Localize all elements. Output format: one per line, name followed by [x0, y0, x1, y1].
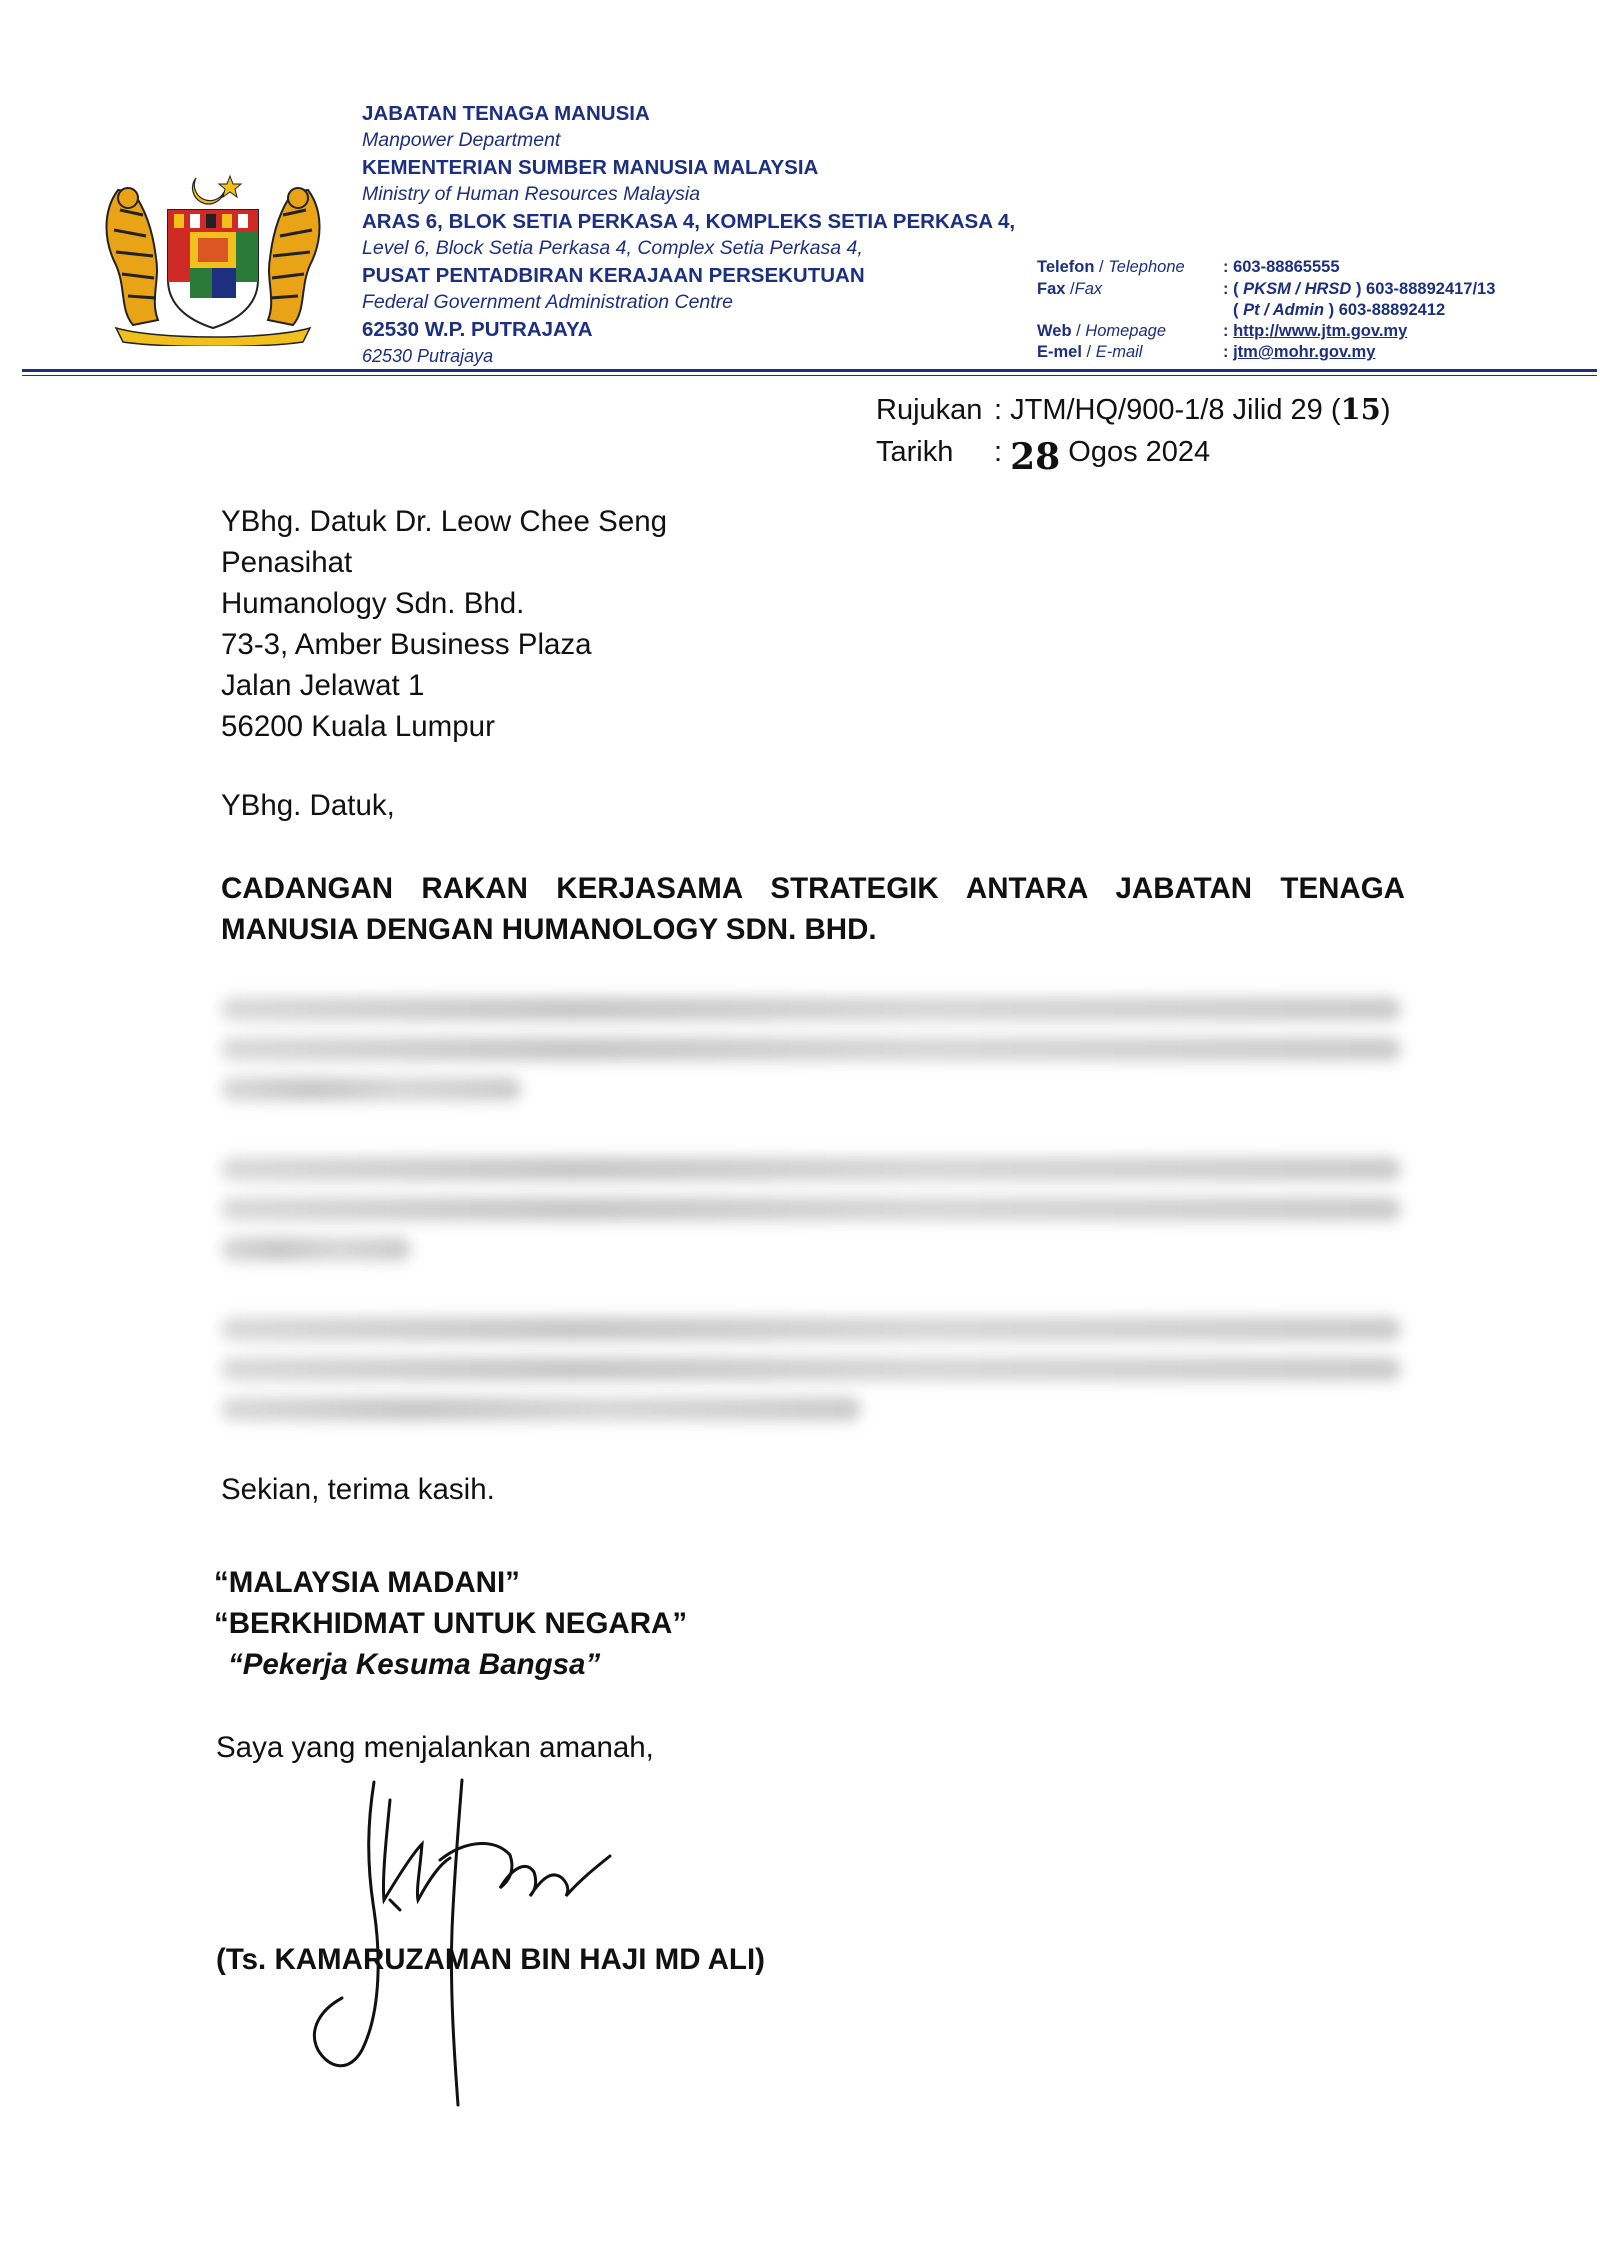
email-link[interactable]: jtm@mohr.gov.my: [1233, 343, 1376, 361]
recipient-line: 73-3, Amber Business Plaza: [221, 628, 592, 661]
malaysia-coat-of-arms-icon: [98, 170, 328, 346]
reference-line: Rujukan : JTM/HQ/900-1/8 Jilid 29 (15): [876, 392, 1391, 426]
fax-label-en: Fax: [1074, 280, 1103, 298]
motto-malaysia-madani: “MALAYSIA MADANI”: [214, 1566, 520, 1599]
website-link[interactable]: http://www.jtm.gov.my: [1233, 322, 1408, 340]
recipient-line: Penasihat: [221, 546, 353, 579]
date-value: Ogos 2024: [1068, 436, 1211, 468]
address-line-2: PUSAT PENTADBIRAN KERAJAAN PERSEKUTUAN: [362, 264, 865, 287]
motto-block: [214, 1562, 687, 1685]
ministry-name: KEMENTERIAN SUMBER MANUSIA MALAYSIA: [362, 156, 819, 179]
recipient-line: YBhg. Datuk Dr. Leow Chee Seng: [221, 505, 668, 538]
ministry-name-en: Ministry of Human Resources Malaysia: [362, 183, 701, 205]
recipient-address: [221, 501, 667, 747]
closing-text: Sekian, terima kasih.: [221, 1473, 495, 1506]
email-label-en: E-mail: [1095, 343, 1143, 361]
fax-unit-1: PKSM / HRSD: [1243, 280, 1352, 298]
date-handwritten-day: 28: [1010, 436, 1061, 478]
city-line: 62530 W.P. PUTRAJAYA: [362, 318, 593, 341]
date-line: Tarikh : 28 Ogos 2024: [876, 436, 1211, 478]
redacted-line: [221, 997, 1401, 1021]
recipient-line: 56200 Kuala Lumpur: [221, 710, 495, 743]
letterhead: [362, 100, 1015, 370]
redacted-line: [221, 1357, 1401, 1381]
department-name: JABATAN TENAGA MANUSIA: [362, 102, 650, 125]
redacted-line: [221, 1157, 1401, 1181]
email-label: E-mel: [1037, 343, 1082, 361]
city-line-en: 62530 Putrajaya: [362, 346, 494, 366]
recipient-line: Humanology Sdn. Bhd.: [221, 587, 525, 620]
redacted-line: [221, 1077, 521, 1101]
telephone-label: Telefon: [1037, 258, 1095, 276]
motto-pekerja: “Pekerja Kesuma Bangsa”: [228, 1648, 601, 1681]
fax-value-2: ) 603-88892412: [1328, 301, 1446, 319]
reference-value: : JTM/HQ/900-1/8 Jilid 29 (: [994, 394, 1341, 426]
letter-subject: CADANGAN RAKAN KERJASAMA STRATEGIK ANTARA JABATAN TENAGA MANUSIA DENGAN HUMANOLOGY SDN. BHD.: [221, 872, 1405, 946]
fax-value-1: ) 603-88892417/13: [1355, 280, 1496, 298]
salutation: YBhg. Datuk,: [221, 789, 395, 822]
fax-label: Fax: [1037, 280, 1066, 298]
reference-label: Rujukan: [876, 394, 983, 426]
signatory-name: (Ts. KAMARUZAMAN BIN HAJI MD ALI): [216, 1943, 765, 1976]
reference-handwritten-number: 15: [1340, 392, 1381, 426]
letterhead-divider: [22, 369, 1597, 372]
recipient-line: Jalan Jelawat 1: [221, 669, 425, 702]
fax-unit-2: Pt / Admin: [1243, 301, 1325, 319]
redacted-line: [221, 1397, 861, 1421]
web-label: Web: [1037, 322, 1072, 340]
date-label: Tarikh: [876, 436, 954, 468]
motto-berkhidmat: “BERKHIDMAT UNTUK NEGARA”: [214, 1607, 688, 1640]
address-line-1: ARAS 6, BLOK SETIA PERKASA 4, KOMPLEKS SETIA PERKASA 4,: [362, 210, 1016, 233]
address-line-2-en: Federal Government Administration Centre: [362, 291, 734, 313]
department-name-en: Manpower Department: [362, 129, 561, 151]
redacted-line: [221, 1037, 1401, 1061]
redacted-line: [221, 1197, 1401, 1221]
sign-off: Saya yang menjalankan amanah,: [216, 1731, 654, 1764]
redacted-line: [221, 1237, 411, 1261]
address-line-1-en: Level 6, Block Setia Perkasa 4, Complex Setia Perkasa 4,: [362, 237, 863, 259]
telephone-label-en: Telephone: [1108, 258, 1185, 276]
letterhead-divider-thin: [22, 375, 1597, 376]
telephone-value: : 603-88865555: [1223, 258, 1340, 276]
web-label-en: Homepage: [1085, 322, 1167, 340]
redacted-line: [221, 1317, 1401, 1341]
